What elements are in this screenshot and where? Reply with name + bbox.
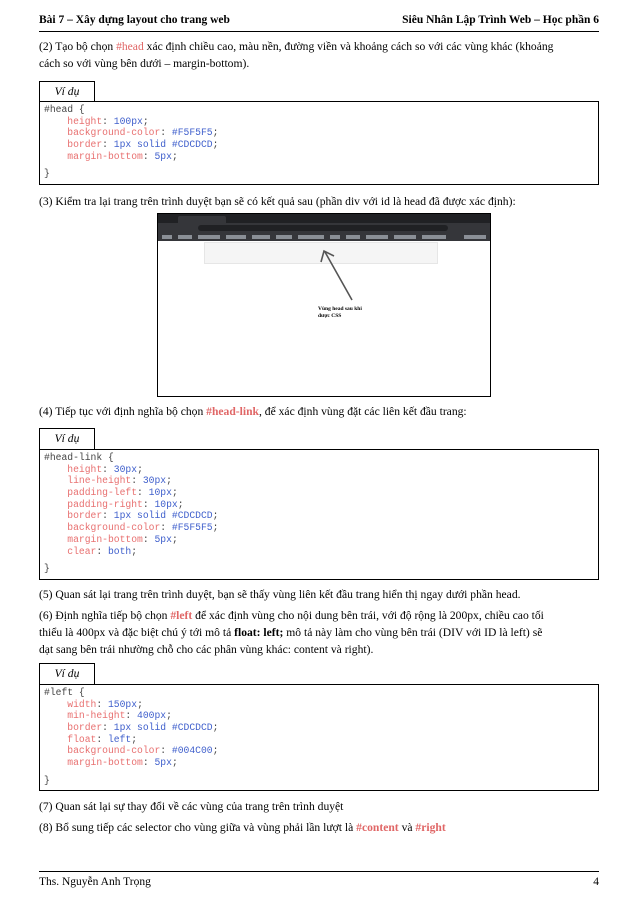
code-line [44, 563, 598, 575]
code-property: padding-left [67, 487, 138, 499]
header-course: Siêu Nhân Lập Trình Web – Học phần 6 [402, 14, 599, 26]
code-indent [44, 757, 67, 768]
step-6-text: dạt sang bên trái nhường chỗ cho các phân vùng khác: content và right). [39, 643, 374, 656]
step-8-text: (8) Bổ sung tiếp các selector cho vùng giữa và vùng phải lần lượt là [39, 821, 357, 834]
code-indent [44, 499, 67, 510]
selector-head: #head [116, 40, 144, 53]
code-colon: : [142, 533, 155, 545]
code-value: 1px solid #CDCDCD [113, 139, 213, 151]
code-colon: : [102, 463, 114, 475]
code-colon: : [125, 710, 138, 722]
header-rule [39, 31, 599, 32]
code-semicolon: ; [212, 139, 219, 151]
code-value: 1px solid #CDCDCD [113, 510, 213, 522]
code-indent [44, 127, 67, 138]
code-indent [44, 722, 67, 733]
step-2-text: cách so với vùng bên dưới – margin-bottom). [39, 57, 250, 70]
code-value: #004C00 [171, 745, 213, 757]
code-semicolon: ; [166, 475, 172, 487]
code-value: 10px [148, 487, 172, 499]
code-value: #F5F5F5 [171, 127, 213, 139]
caption-line: được CSS [318, 313, 342, 319]
code-semicolon: ; [131, 545, 138, 557]
code-line [44, 710, 598, 722]
code-indent [44, 699, 67, 710]
step-2-paragraph [39, 38, 601, 72]
footer-rule [39, 871, 599, 872]
code-indent [44, 510, 67, 521]
code-line [44, 475, 598, 487]
code-indent [44, 546, 67, 557]
code-semicolon: ; [171, 757, 178, 769]
code-line [44, 499, 598, 511]
step-4-text: , để xác định vùng đặt các liên kết đầu trang: [259, 405, 467, 418]
example-tab: Ví dụ [39, 663, 95, 685]
code-colon: : [160, 522, 172, 534]
code-line [44, 734, 598, 746]
code-property: margin-bottom [67, 150, 143, 162]
code-indent [44, 487, 67, 498]
step-6-text: thiểu là 400px và đặc biệt chú ý tới mô tả [39, 626, 235, 639]
code-line [44, 151, 598, 163]
code-semicolon: ; [212, 127, 219, 139]
code-line [44, 687, 598, 699]
code-colon: : [102, 722, 114, 734]
code-block-left [39, 684, 599, 791]
code-semicolon: ; [171, 533, 178, 545]
code-brace: } [44, 563, 50, 575]
code-property: margin-bottom [67, 757, 143, 769]
footer-author: Ths. Nguyễn Anh Trọng [39, 876, 151, 888]
code-line [44, 452, 598, 464]
caption-line: Vùng head sau khi [318, 306, 362, 312]
step-6-paragraph [39, 607, 601, 658]
code-line [44, 487, 598, 499]
code-semicolon: ; [137, 463, 143, 475]
code-semicolon: ; [166, 710, 172, 722]
code-property: border [67, 722, 103, 734]
code-property: border [67, 510, 103, 522]
browser-screenshot [157, 213, 491, 397]
code-line [44, 775, 598, 787]
code-colon: : [160, 745, 172, 757]
code-colon: : [102, 139, 114, 151]
code-block-head [39, 101, 599, 185]
step-2-text: xác định chiều cao, màu nền, đường viền và khoảng cách so với các vùng khác (khoảng [143, 40, 554, 53]
code-brace: { [73, 104, 85, 115]
header-title: Bài 7 – Xây dựng layout cho trang web [39, 14, 230, 26]
code-line [44, 534, 598, 546]
code-value: 1px solid #CDCDCD [113, 722, 213, 734]
code-indent [44, 151, 67, 162]
step-7-paragraph: (7) Quan sát lại sự thay đổi về các vùng của trang trên trình duyệt [39, 800, 344, 813]
code-line [44, 116, 598, 128]
code-value: 30px [113, 463, 138, 475]
step-5-paragraph: (5) Quan sát lại trang trên trình duyệt, bạn sẽ thấy vùng liên kết đầu trang hiển thị ngay dưới phần head. [39, 588, 521, 601]
code-colon: : [131, 475, 143, 487]
step-4-paragraph [39, 403, 601, 420]
code-property: height [67, 115, 103, 127]
code-indent [44, 745, 67, 756]
step-8-paragraph [39, 819, 601, 836]
code-indent [44, 522, 67, 533]
code-value: 30px [142, 475, 167, 487]
code-semicolon: ; [177, 498, 184, 510]
code-indent [44, 734, 67, 745]
code-value: 5px [154, 757, 172, 769]
code-brace: { [102, 452, 114, 463]
code-line [44, 699, 598, 711]
code-line [44, 168, 598, 180]
code-line [44, 139, 598, 151]
step-6-text: (6) Định nghĩa tiếp bộ chọn [39, 609, 171, 622]
step-8-text: và [398, 821, 416, 834]
code-selector: #head-link [44, 452, 103, 463]
code-selector: #head [44, 104, 74, 115]
code-value: 10px [154, 498, 178, 510]
code-line [44, 464, 598, 476]
code-colon: : [137, 487, 149, 499]
code-selector: #left [44, 687, 74, 698]
code-colon: : [96, 545, 108, 557]
code-value: #F5F5F5 [171, 522, 213, 534]
code-line [44, 745, 598, 757]
code-property: border [67, 139, 103, 151]
code-colon: : [142, 150, 155, 162]
screenshot-caption [318, 306, 362, 320]
code-semicolon: ; [142, 115, 149, 127]
code-value: 100px [113, 115, 143, 127]
code-brace: } [44, 168, 50, 180]
step-6-text: mô tả này làm cho vùng bên trái (DIV với ID là left) sẽ [283, 626, 543, 639]
code-property: width [67, 698, 97, 710]
code-semicolon: ; [137, 698, 143, 710]
page-number: 4 [593, 876, 599, 888]
step-4-text: (4) Tiếp tục với định nghĩa bộ chọn [39, 405, 207, 418]
code-property: padding-right [67, 498, 143, 510]
step-6-text: để xác định vùng cho nội dung bên trái, với độ rộng là 200px, chiều cao tối [192, 609, 544, 622]
code-colon: : [96, 698, 108, 710]
code-property: background-color [67, 522, 161, 534]
code-value: 5px [154, 533, 172, 545]
code-indent [44, 475, 67, 486]
code-colon: : [102, 115, 114, 127]
code-property: background-color [67, 127, 161, 139]
code-value: 400px [137, 710, 167, 722]
selector-head-link: #head-link [206, 405, 259, 418]
code-value: left [107, 733, 132, 745]
code-property: background-color [67, 745, 161, 757]
code-line [44, 522, 598, 534]
code-indent [44, 464, 67, 475]
code-indent [44, 116, 67, 127]
step-3-paragraph: (3) Kiểm tra lại trang trên trình duyệt bạn sẽ có kết quả sau (phần div với id là head đã được xác định): [39, 195, 516, 208]
float-left-emphasis: float: left; [234, 626, 284, 639]
arrow-icon [158, 214, 490, 396]
example-tab: Ví dụ [39, 81, 95, 103]
code-property: line-height [67, 475, 132, 487]
code-block-head-link [39, 449, 599, 580]
code-value: 150px [107, 698, 138, 710]
code-semicolon: ; [171, 487, 178, 499]
code-semicolon: ; [212, 510, 219, 522]
code-property: height [67, 463, 103, 475]
code-colon: : [102, 510, 114, 522]
code-brace: } [44, 774, 50, 786]
code-line [44, 546, 598, 558]
code-value: both [107, 545, 132, 557]
code-line [44, 127, 598, 139]
code-brace: { [73, 687, 85, 698]
selector-content: #content [356, 821, 399, 834]
code-property: float [67, 733, 97, 745]
code-line [44, 510, 598, 522]
code-colon: : [142, 757, 155, 769]
code-property: margin-bottom [67, 533, 143, 545]
code-colon: : [142, 498, 155, 510]
code-property: min-height [67, 710, 126, 722]
code-semicolon: ; [171, 150, 178, 162]
code-indent [44, 534, 67, 545]
selector-left: #left [170, 609, 193, 622]
code-value: 5px [154, 150, 172, 162]
selector-right: #right [415, 821, 446, 834]
code-semicolon: ; [212, 722, 219, 734]
code-line [44, 722, 598, 734]
example-tab: Ví dụ [39, 428, 95, 450]
code-colon: : [160, 127, 172, 139]
code-property: clear [67, 545, 97, 557]
code-colon: : [96, 733, 108, 745]
code-semicolon: ; [212, 745, 219, 757]
step-2-text: (2) Tạo bộ chọn [39, 40, 117, 53]
code-line [44, 757, 598, 769]
code-semicolon: ; [212, 522, 219, 534]
code-semicolon: ; [131, 733, 138, 745]
code-indent [44, 710, 67, 721]
code-line [44, 104, 598, 116]
code-indent [44, 139, 67, 150]
